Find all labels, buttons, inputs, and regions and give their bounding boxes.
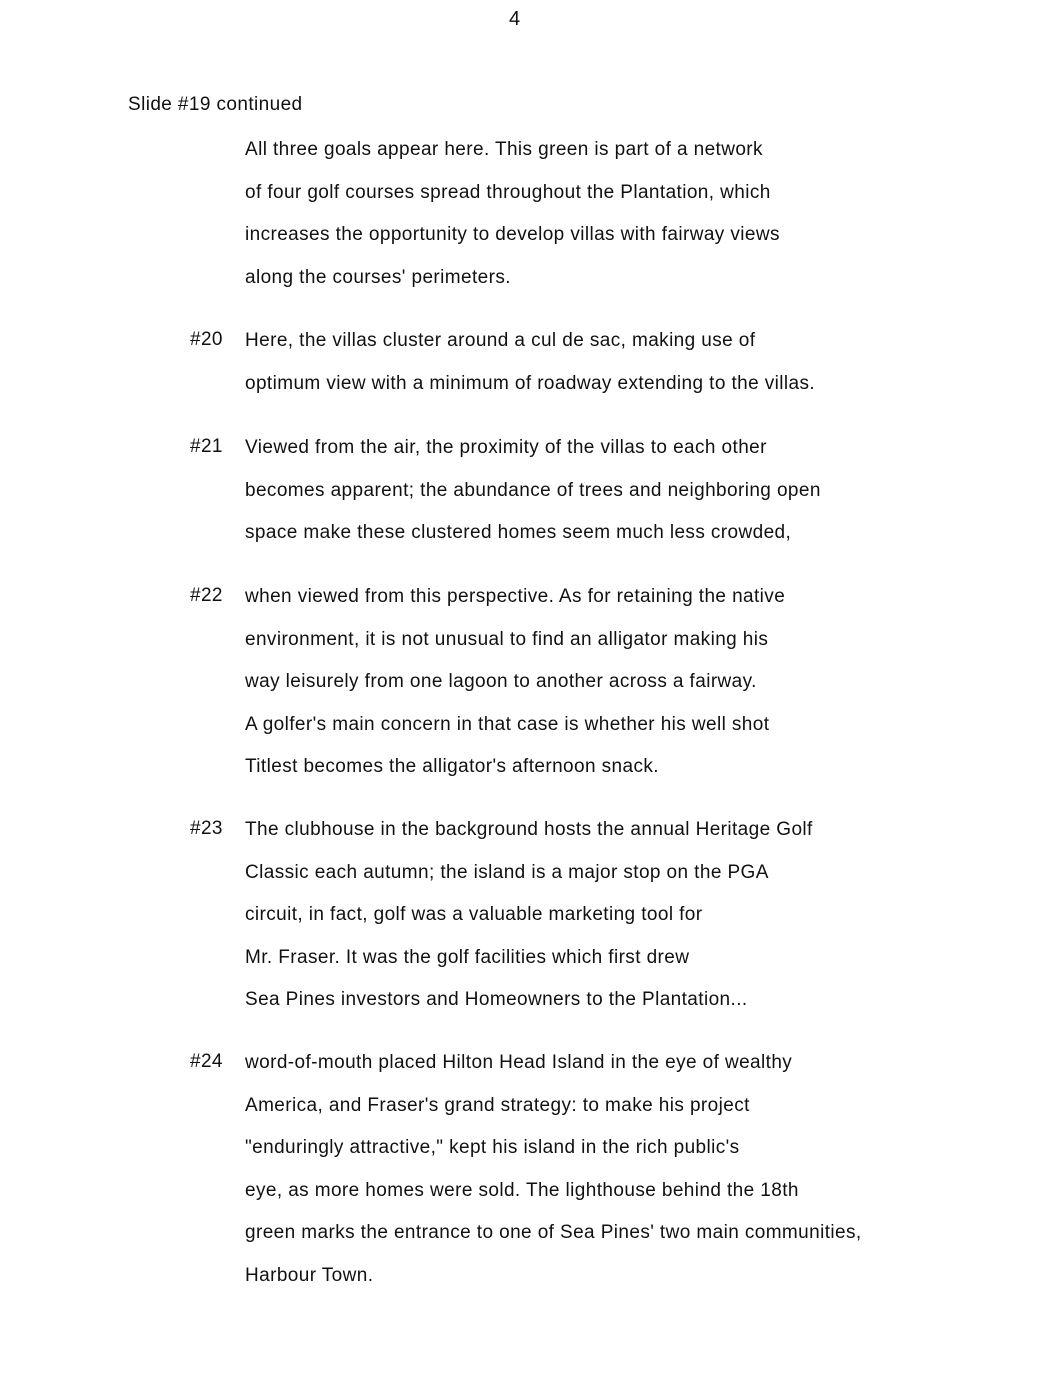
entry-line: word-of-mouth placed Hilton Head Island in the eye of wealthy: [245, 1052, 793, 1073]
entry-line: increases the opportunity to develop villas with fairway views: [245, 224, 780, 245]
entry-paragraph: [245, 329, 815, 414]
entry-line: Titlest becomes the alligator's afternoon snack.: [245, 756, 659, 777]
entry-line: eye, as more homes were sold. The lighthouse behind the 18th: [245, 1179, 799, 1201]
entry-line: when viewed from this perspective. As for retaining the native: [245, 586, 786, 607]
slide-number: #23: [190, 818, 223, 839]
entry-line: becomes apparent; the abundance of trees and neighboring open: [245, 479, 821, 501]
entry-line: of four golf courses spread throughout the Plantation, which: [245, 181, 771, 203]
entry-line: Viewed from the air, the proximity of the villas to each other: [245, 437, 767, 458]
entry-paragraph: [245, 436, 821, 564]
entry-paragraph: [245, 1051, 862, 1306]
entry-line: Classic each autumn; the island is a major stop on the PGA: [245, 861, 769, 883]
entry-line: optimum view with a minimum of roadway extending to the villas.: [245, 372, 816, 394]
slide-number: #21: [190, 436, 223, 457]
entry-line: circuit, in fact, golf was a valuable marketing tool for: [245, 904, 703, 925]
entry-line: Mr. Fraser. It was the golf facilities which first drew: [245, 946, 690, 968]
entry-paragraph: [245, 138, 780, 308]
entry-line: Sea Pines investors and Homeowners to the Plantation...: [245, 989, 748, 1010]
entry-line: A golfer's main concern in that case is whether his well shot: [245, 713, 770, 735]
entry-line: "enduringly attractive," kept his island in the rich public's: [245, 1137, 740, 1158]
entry-line: The clubhouse in the background hosts the annual Heritage Golf: [245, 819, 813, 840]
entry-line: space make these clustered homes seem much less crowded,: [245, 522, 792, 543]
slide-heading: Slide #19 continued: [128, 94, 303, 115]
entry-line: Harbour Town.: [245, 1264, 374, 1286]
entry-line: environment, it is not unusual to find an alligator making his: [245, 628, 769, 650]
entry-line: along the courses' perimeters.: [245, 266, 511, 288]
slide-number: #24: [190, 1051, 223, 1072]
slide-number: #22: [190, 585, 223, 606]
page-number: 4: [509, 8, 521, 30]
entry-line: green marks the entrance to one of Sea Pines' two main communities,: [245, 1222, 862, 1243]
entry-line: Here, the villas cluster around a cul de sac, making use of: [245, 330, 756, 351]
entry-line: way leisurely from one lagoon to another across a fairway.: [245, 671, 757, 692]
slide-number: #20: [190, 329, 223, 350]
entry-paragraph: [245, 585, 785, 798]
entry-line: All three goals appear here. This green is part of a network: [245, 139, 763, 160]
entry-line: America, and Fraser's grand strategy: to make his project: [245, 1094, 750, 1116]
entry-paragraph: [245, 818, 813, 1031]
